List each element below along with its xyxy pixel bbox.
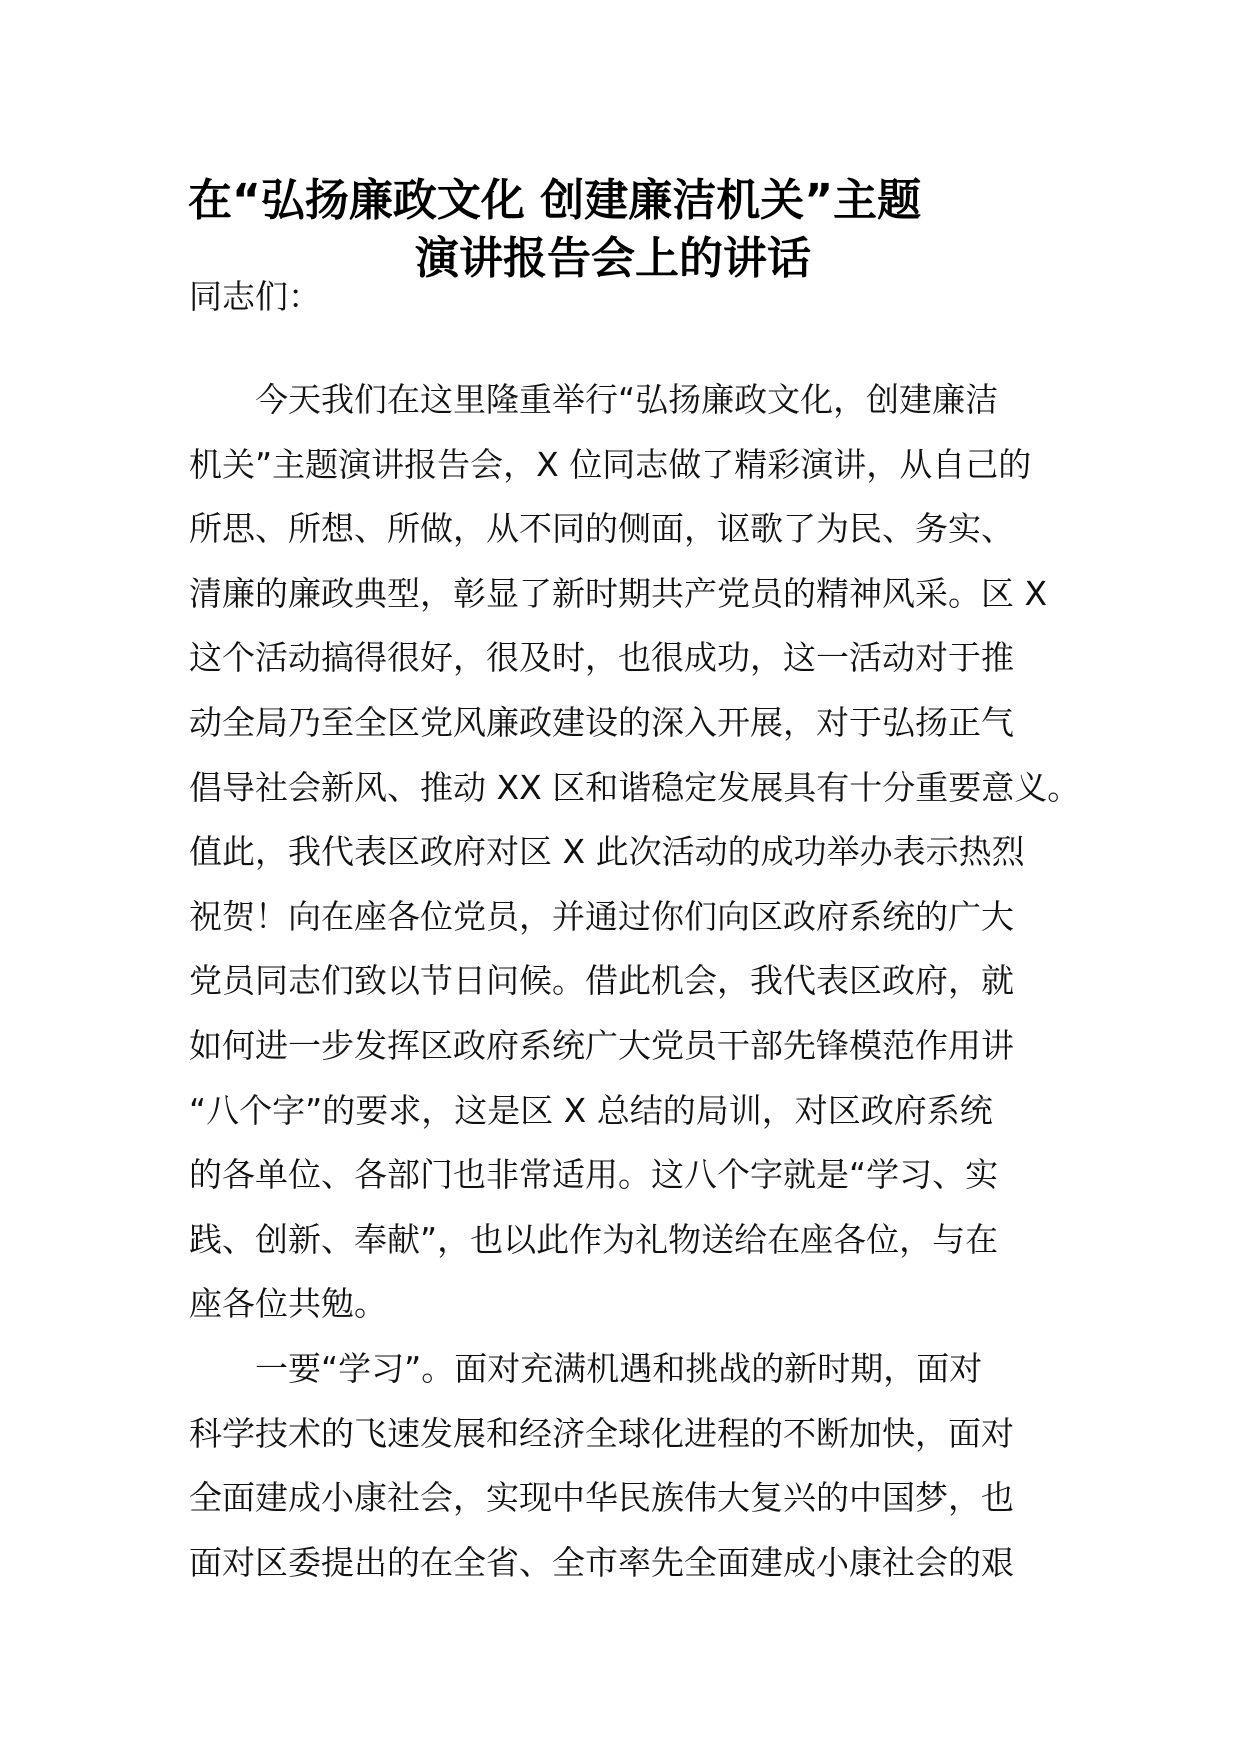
paragraph-line: 动全局乃至全区党风廉政建设的深入开展，对于弘扬正气 bbox=[189, 702, 1014, 742]
paragraph-line: 全面建成小康社会，实现中华民族伟大复兴的中国梦，也 bbox=[189, 1478, 1014, 1518]
paragraph-1 bbox=[189, 368, 1081, 1337]
paragraph-line: 科学技术的飞速发展和经济全球化进程的不断加快，面对 bbox=[189, 1413, 1014, 1453]
title-line-2: 演讲报告会上的讲话 bbox=[415, 233, 811, 284]
paragraph-line: 值此，我代表区政府对区 X 此次活动的成功举办表示热烈 bbox=[189, 832, 1025, 872]
document-body bbox=[189, 368, 1081, 1595]
paragraph-line: 所思、所想、所做，从不同的侧面，讴歌了为民、务实、 bbox=[189, 509, 1014, 549]
paragraph-line: 如何进一步发挥区政府系统广大党员干部先锋模范作用讲 bbox=[189, 1025, 1014, 1065]
paragraph-line: 座各位共勉。 bbox=[189, 1284, 387, 1324]
paragraph-line: 倡导社会新风、推动 XX 区和谐稳定发展具有十分重要意义。 bbox=[189, 767, 1081, 807]
paragraph-line: 一要“学习”。面对充满机遇和挑战的新时期，面对 bbox=[255, 1348, 983, 1388]
paragraph-line: 面对区委提出的在全省、全市率先全面建成小康社会的艰 bbox=[189, 1542, 1014, 1582]
paragraph-line: 这个活动搞得很好，很及时，也很成功，这一活动对于推 bbox=[189, 638, 1014, 678]
paragraph-line: 的各单位、各部门也非常适用。这八个字就是“学习、实 bbox=[189, 1155, 999, 1195]
paragraph-line: 祝贺！向在座各位党员，并通过你们向区政府系统的广大 bbox=[189, 896, 1014, 936]
title-line-1: 在“弘扬廉政文化 创建廉洁机关”主题 bbox=[188, 175, 922, 226]
paragraph-line: 践、创新、奉献”，也以此作为礼物送给在座各位，与在 bbox=[189, 1219, 999, 1259]
paragraph-line: 党员同志们致以节日问候。借此机会，我代表区政府，就 bbox=[189, 961, 1014, 1001]
paragraph-line: 清廉的廉政典型，彰显了新时期共产党员的精神风采。区 X bbox=[189, 573, 1048, 613]
paragraph-line: “八个字”的要求，这是区 X 总结的局训，对区政府系统 bbox=[189, 1090, 993, 1130]
document-title bbox=[160, 172, 1080, 288]
salutation: 同志们： bbox=[189, 277, 321, 316]
paragraph-line: 今天我们在这里隆重举行“弘扬廉政文化，创建廉洁 bbox=[255, 380, 999, 419]
paragraph-line: 机关”主题演讲报告会，X 位同志做了精彩演讲，从自己的 bbox=[189, 444, 1032, 484]
paragraph-2 bbox=[189, 1337, 1069, 1595]
